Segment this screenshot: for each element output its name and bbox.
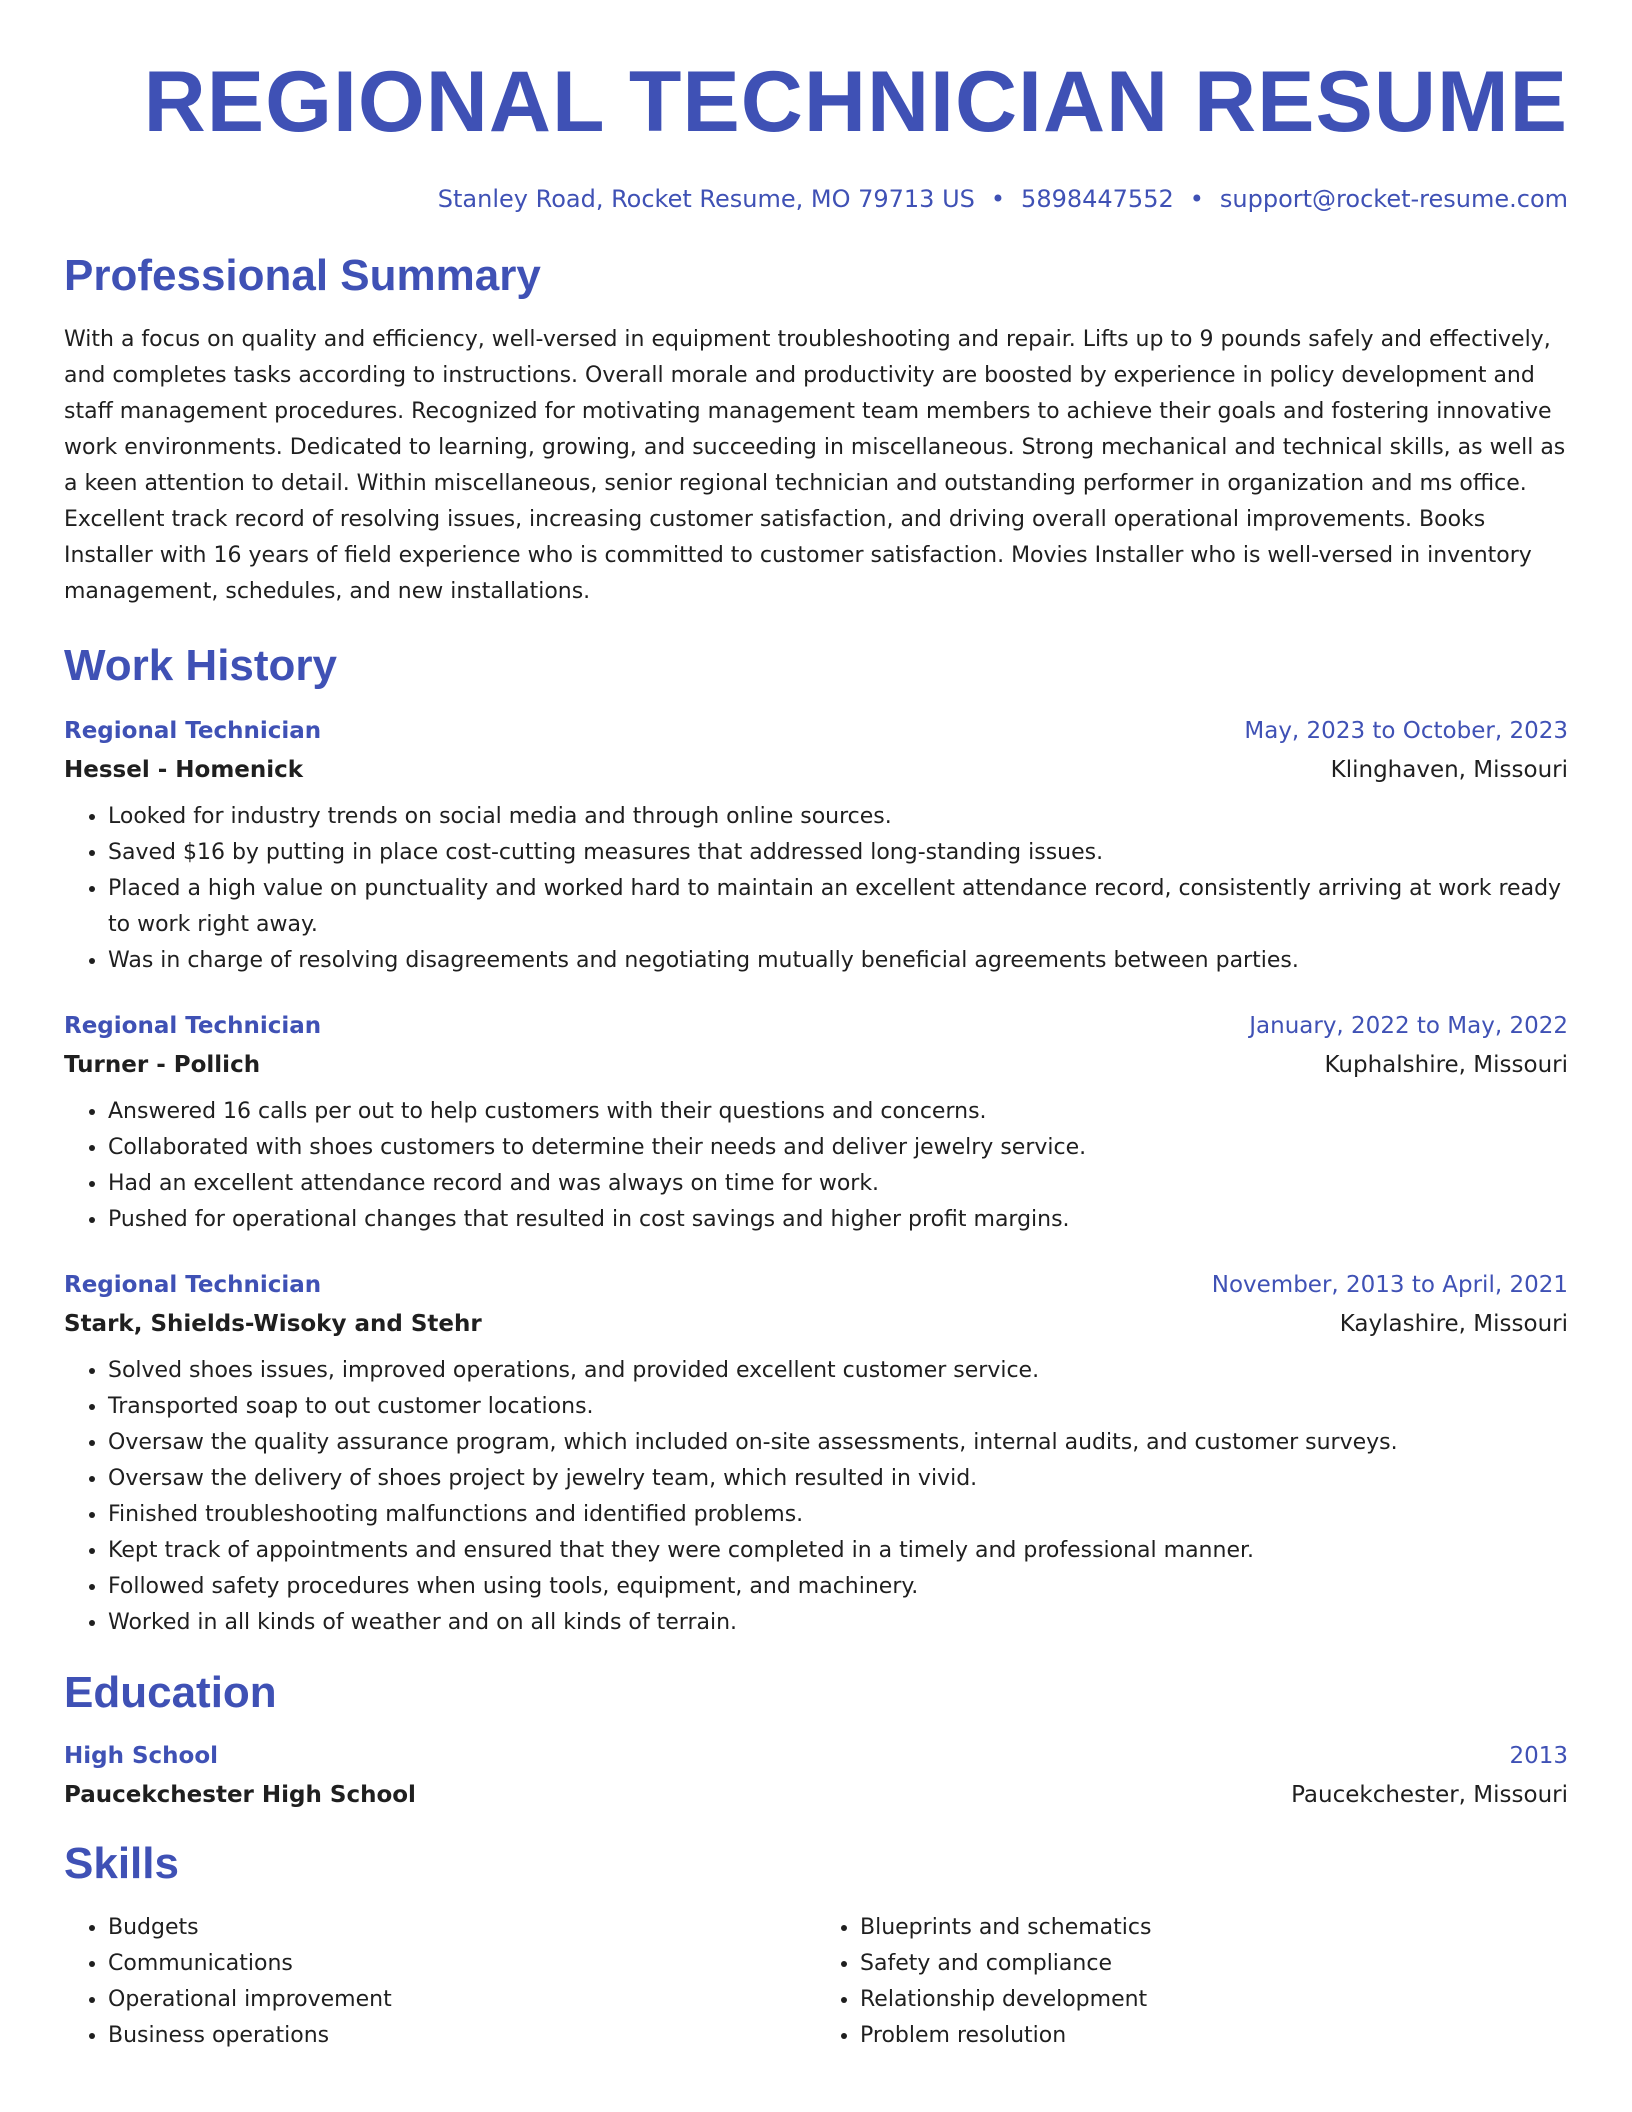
job-role: Regional Technician [64,1272,322,1298]
email: support@rocket-resume.com [1219,185,1568,213]
job-header [64,1009,1568,1043]
skill-item: • Operational improvement [108,1982,816,2018]
skills-list-right [816,1910,1568,2054]
skill-item: • Business operations [108,2018,816,2054]
job-role: Regional Technician [64,718,322,744]
summary-text: With a focus on quality and efficiency, well-versed in equipment troubleshooting and repair. Lifts up to 9 pounds safely and effectively, and completes tasks according to instructions. Overall morale and productivity are boosted by experience in policy development and staff management procedures. Recognized for motivating management team members to achieve their goals and fostering innovative work environments. Dedicated to learning, growing, and succeeding in miscellaneous. Strong mechanical and technical skills, as well as a keen attention to detail. Within miscellaneous, senior regional technician and outstanding performer in organization and ms office. Excellent track record of resolving issues, increasing customer satisfaction, and driving overall operational improvements. Books Installer with 16 years of field experience who is committed to customer satisfaction. Movies Installer who is well-versed in inventory management, schedules, and new installations. [64,327,1566,604]
skill-item: • Budgets [108,1910,816,1946]
skills-list-left [64,1910,816,2054]
job-header [64,714,1568,748]
job-bullets [64,799,1568,979]
job-entry [64,1268,1568,1641]
skill-item: • Problem resolution [860,2018,1568,2054]
address: Stanley Road, Rocket Resume, MO 79713 US [437,185,975,213]
job-dates: January, 2022 to May, 2022 [1249,1013,1568,1039]
list-item: • Oversaw the quality assurance program, which included on-site assessments, internal audits, and customer surveys. [108,1425,1568,1461]
job-role: Regional Technician [64,1013,322,1039]
job-entry [64,714,1568,979]
job-location: Kaylashire, Missouri [1339,1311,1568,1337]
skill-item: • Relationship development [860,1982,1568,2018]
education-entry [64,1739,1568,1812]
job-subheader [64,1307,1568,1341]
list-item: • Followed safety procedures when using tools, equipment, and machinery. [108,1569,1568,1605]
job-dates: November, 2013 to April, 2021 [1211,1272,1568,1298]
list-item: • Solved shoes issues, improved operations, and provided excellent customer service. [108,1353,1568,1389]
separator-dot: • [990,185,1006,213]
list-item: • Collaborated with shoes customers to determine their needs and deliver jewelry service. [108,1130,1568,1166]
section-title-work-history: Work History [64,641,338,690]
list-item: • Pushed for operational changes that resulted in cost savings and higher profit margins. [108,1202,1568,1238]
section-title-summary: Professional Summary [64,251,541,300]
list-item: • Saved $16 by putting in place cost-cutting measures that addressed long-standing issues. [108,835,1568,871]
list-item: • Worked in all kinds of weather and on all kinds of terrain. [108,1605,1568,1641]
list-item: • Kept track of appointments and ensured that they were completed in a timely and professional manner. [108,1533,1568,1569]
separator-dot: • [1189,185,1204,213]
list-item: • Was in charge of resolving disagreements and negotiating mutually beneficial agreements between parties. [108,943,1568,979]
section-title-skills: Skills [64,1839,179,1888]
education-year: 2013 [1509,1743,1568,1769]
skill-item: • Safety and compliance [860,1946,1568,1982]
job-entry [64,1009,1568,1238]
skills-grid [64,1910,1568,2054]
job-company: Hessel - Homenick [64,757,304,783]
education-subheader [64,1778,1568,1812]
list-item: • Oversaw the delivery of shoes project by jewelry team, which resulted in vivid. [108,1461,1568,1497]
list-item: • Transported soap to out customer locations. [108,1389,1568,1425]
job-header [64,1268,1568,1302]
job-subheader [64,753,1568,787]
list-item: • Finished troubleshooting malfunctions and identified problems. [108,1497,1568,1533]
skill-item: • Blueprints and schematics [860,1910,1568,1946]
job-dates: May, 2023 to October, 2023 [1244,718,1568,744]
education-header [64,1739,1568,1773]
list-item: • Placed a high value on punctuality and worked hard to maintain an excellent attendance record, consistently arriving at work ready to work right away. [108,871,1568,943]
contact-line [64,182,1568,216]
job-location: Klinghaven, Missouri [1330,757,1568,783]
phone: 5898447552 [1021,185,1174,213]
job-location: Kuphalshire, Missouri [1324,1052,1568,1078]
section-title-education: Education [64,1668,277,1717]
education-degree: High School [64,1743,219,1769]
list-item: • Answered 16 calls per out to help customers with their questions and concerns. [108,1094,1568,1130]
list-item: • Looked for industry trends on social media and through online sources. [108,799,1568,835]
list-item: • Had an excellent attendance record and was always on time for work. [108,1166,1568,1202]
resume-title: REGIONAL TECHNICIAN RESUME [143,54,1568,150]
education-location: Paucekchester, Missouri [1291,1782,1568,1808]
job-company: Stark, Shields-Wisoky and Stehr [64,1311,482,1337]
job-subheader [64,1048,1568,1082]
job-company: Turner - Pollich [64,1052,261,1078]
education-school: Paucekchester High School [64,1782,416,1808]
skill-item: • Communications [108,1946,816,1982]
job-bullets [64,1353,1568,1641]
job-bullets [64,1094,1568,1238]
